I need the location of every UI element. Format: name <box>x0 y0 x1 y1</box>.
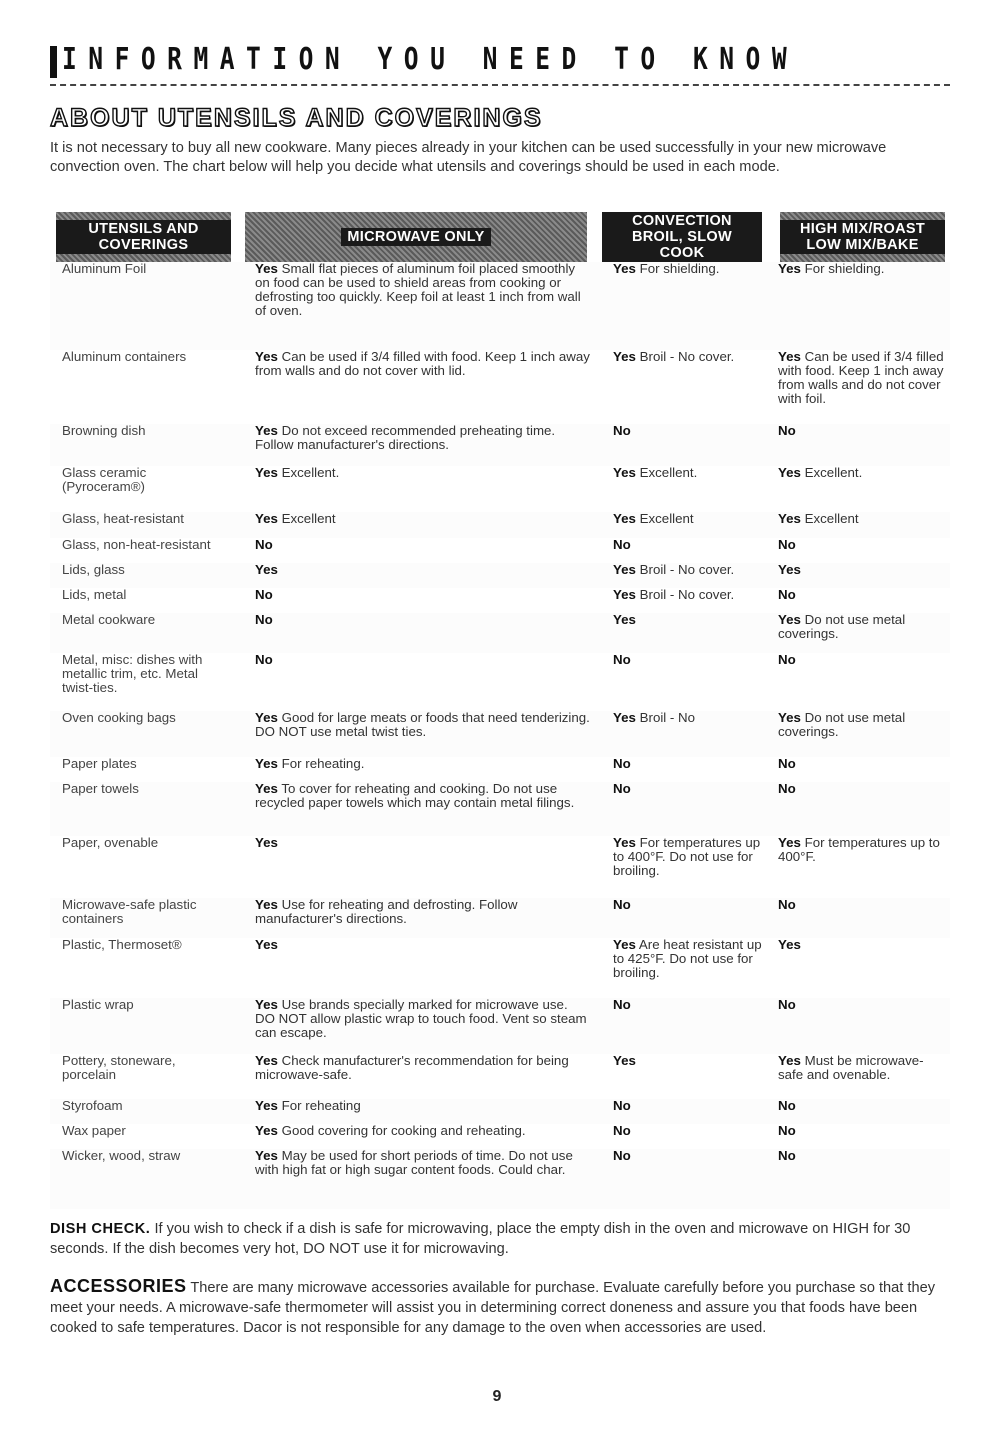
cell-microwave <box>255 538 590 552</box>
table-row <box>50 466 950 512</box>
cell-flag: No <box>255 612 273 627</box>
dish-check-paragraph <box>50 1219 950 1259</box>
cell-note: Do not use metal coverings. <box>778 612 906 641</box>
header-convection <box>602 212 762 262</box>
cell-note: For shielding. <box>639 261 720 276</box>
cell-flag: Yes <box>778 937 801 952</box>
cell-mix <box>778 563 948 577</box>
cell-flag: No <box>613 652 631 667</box>
cell-flag: No <box>778 997 796 1012</box>
cell-item: Plastic wrap <box>62 997 134 1012</box>
table-row <box>50 1124 950 1149</box>
accessories-label: ACCESSORIES <box>50 1276 187 1296</box>
cell-flag: No <box>255 587 273 602</box>
table-row <box>50 1054 950 1099</box>
cell-item: Lids, metal <box>62 587 127 602</box>
cell-flag: Yes <box>613 511 636 526</box>
cell-note: Good covering for cooking and reheating. <box>281 1123 526 1138</box>
table-row <box>50 588 950 613</box>
table-row <box>50 563 950 588</box>
cell-flag: No <box>778 423 796 438</box>
cell-note: Excellent. <box>281 465 340 480</box>
cell-mix <box>778 1099 948 1113</box>
cell-flag: Yes <box>255 937 278 952</box>
cell-microwave <box>255 938 590 952</box>
cell-note: Are heat resistant up to 425°F. Do not use for broiling. <box>613 937 762 980</box>
cell-item: Wicker, wood, straw <box>62 1148 181 1163</box>
cell-item: Browning dish <box>62 423 146 438</box>
cell-note: May be used for short periods of time. Do not use with high fat or high sugar content foods. Could char. <box>255 1148 573 1177</box>
cell-item: Paper towels <box>62 781 139 796</box>
table-row <box>50 424 950 466</box>
cell-convection <box>613 836 768 878</box>
cell-note: Small flat pieces of aluminum foil placed smoothly on food can be used to shield areas from cooking or defrosting too quickly. Keep foil at least 1 inch from wall of oven. <box>255 261 581 318</box>
cell-convection <box>613 350 768 364</box>
cell-flag: Yes <box>778 835 801 850</box>
header-mix <box>780 212 945 262</box>
cell-item: Glass ceramic (Pyroceram®) <box>62 465 147 494</box>
cell-note: Must be microwave-safe and ovenable. <box>778 1053 924 1082</box>
cell-note: Do not use metal coverings. <box>778 710 906 739</box>
cell-flag: No <box>778 781 796 796</box>
cell-convection <box>613 563 768 577</box>
cell-mix <box>778 653 948 667</box>
cell-note: To cover for reheating and cooking. Do not use recycled paper towels which may contain metal filings. <box>255 781 575 810</box>
cell-microwave <box>255 563 590 577</box>
cell-item: Paper, ovenable <box>62 835 159 850</box>
cell-flag: No <box>778 1098 796 1113</box>
cell-note: Can be used if 3/4 filled with food. Keep 1 inch away from walls and do not cover with lid. <box>255 349 590 378</box>
header-utensils-label: UTENSILS AND COVERINGS <box>56 220 231 254</box>
table-row <box>50 836 950 898</box>
cell-item: Metal cookware <box>62 612 156 627</box>
intro-paragraph: It is not necessary to buy all new cookware. Many pieces already in your kitchen can be used successfully in your new microwave convection oven. The chart below will help you decide what utensils and coverings should be used in each mode. <box>50 140 887 175</box>
cell-note: Excellent <box>804 511 859 526</box>
cell-item: Aluminum Foil <box>62 261 147 276</box>
cell-flag: Yes <box>613 465 636 480</box>
table-row <box>50 613 950 653</box>
page-banner <box>50 42 950 94</box>
cell-flag: No <box>613 897 631 912</box>
cell-mix <box>778 538 948 552</box>
table-row <box>50 538 950 563</box>
cell-flag: No <box>255 652 273 667</box>
cell-note: Use for reheating and defrosting. Follow manufacturer's directions. <box>255 897 518 926</box>
cell-convection <box>613 262 768 276</box>
cell-note: Excellent <box>281 511 336 526</box>
cell-item: Wax paper <box>62 1123 126 1138</box>
cell-mix <box>778 1054 948 1082</box>
cell-item: Glass, non-heat-resistant <box>62 537 211 552</box>
table-row <box>50 711 950 757</box>
cell-flag: Yes <box>255 261 278 276</box>
cell-flag: Yes <box>255 1098 278 1113</box>
cell-convection <box>613 938 768 980</box>
cell-flag: Yes <box>255 997 278 1012</box>
cell-mix <box>778 782 948 796</box>
header-utensils <box>56 212 231 262</box>
cell-item: Paper plates <box>62 756 137 771</box>
cell-note: Broil - No <box>639 710 696 725</box>
cell-item: Microwave-safe plastic containers <box>62 897 197 926</box>
cell-flag: No <box>255 537 273 552</box>
page-number: 9 <box>492 1388 502 1405</box>
cell-note: Excellent <box>639 511 694 526</box>
dish-check-label: DISH CHECK. <box>50 1221 151 1237</box>
cell-mix <box>778 262 948 276</box>
cell-flag: No <box>778 652 796 667</box>
cell-convection <box>613 1054 768 1068</box>
cell-flag: Yes <box>255 835 278 850</box>
cell-flag: Yes <box>255 1123 278 1138</box>
banner-rule <box>50 84 950 86</box>
cell-note: Check manufacturer's recommendation for being microwave-safe. <box>255 1053 569 1082</box>
cell-microwave <box>255 424 590 452</box>
cell-flag: Yes <box>255 1148 278 1163</box>
cell-flag: No <box>613 1123 631 1138</box>
cell-mix <box>778 757 948 771</box>
dish-check-text: If you wish to check if a dish is safe for microwaving, place the empty dish in the oven and microwave on HIGH for 30 seconds. If the dish becomes very hot, DO NOT use it for microwaving. <box>50 1221 911 1257</box>
cell-convection <box>613 613 768 627</box>
cell-convection <box>613 538 768 552</box>
cell-flag: No <box>613 423 631 438</box>
header-convection-label: CONVECTION BROIL, SLOW COOK <box>602 212 762 262</box>
cell-note: Broil - No cover. <box>639 587 735 602</box>
header-mix-label: HIGH MIX/ROAST LOW MIX/BAKE <box>780 220 945 254</box>
cell-note: Excellent. <box>639 465 698 480</box>
cell-mix <box>778 512 948 526</box>
cell-mix <box>778 424 948 438</box>
cell-flag: Yes <box>255 423 278 438</box>
cell-mix <box>778 1124 948 1138</box>
table-header <box>50 212 950 262</box>
cell-convection <box>613 512 768 526</box>
cell-flag: No <box>778 897 796 912</box>
cell-microwave <box>255 898 590 926</box>
cell-item: Plastic, Thermoset® <box>62 937 182 952</box>
cell-item: Oven cooking bags <box>62 710 176 725</box>
cell-flag: Yes <box>255 710 278 725</box>
cell-convection <box>613 782 768 796</box>
header-microwave <box>245 212 587 262</box>
cell-mix <box>778 836 948 864</box>
table-row <box>50 350 950 424</box>
cell-flag: Yes <box>613 937 636 952</box>
cell-flag: Yes <box>613 612 636 627</box>
cell-flag: Yes <box>613 1053 636 1068</box>
cell-microwave <box>255 1099 590 1113</box>
cell-flag: No <box>613 997 631 1012</box>
table-row <box>50 757 950 782</box>
cell-convection <box>613 998 768 1012</box>
cell-microwave <box>255 613 590 627</box>
cell-flag: No <box>778 537 796 552</box>
table-row <box>50 1149 950 1209</box>
cell-flag: Yes <box>613 835 636 850</box>
banner-title: INFORMATION YOU NEED TO KNOW <box>62 42 799 77</box>
cell-note: For shielding. <box>804 261 885 276</box>
cell-flag: Yes <box>778 511 801 526</box>
cell-convection <box>613 757 768 771</box>
cell-flag: Yes <box>255 781 278 796</box>
cell-flag: No <box>778 587 796 602</box>
cell-flag: Yes <box>255 465 278 480</box>
cell-flag: Yes <box>613 562 636 577</box>
cell-item: Aluminum containers <box>62 349 187 364</box>
cell-convection <box>613 653 768 667</box>
cell-flag: Yes <box>255 349 278 364</box>
accessories-paragraph <box>50 1276 950 1338</box>
cell-microwave <box>255 836 590 850</box>
cell-flag: No <box>778 756 796 771</box>
cell-flag: Yes <box>778 710 801 725</box>
cell-flag: Yes <box>613 349 636 364</box>
cell-flag: Yes <box>778 562 801 577</box>
cell-mix <box>778 998 948 1012</box>
cell-microwave <box>255 1054 590 1082</box>
cell-flag: Yes <box>613 261 636 276</box>
cell-flag: Yes <box>778 1053 801 1068</box>
cell-flag: Yes <box>255 562 278 577</box>
table-row <box>50 262 950 350</box>
cell-flag: Yes <box>778 261 801 276</box>
cell-note: Use brands specially marked for microwave use. DO NOT allow plastic wrap to touch food. Vent so steam can escape. <box>255 997 587 1040</box>
cell-flag: Yes <box>613 710 636 725</box>
cell-flag: Yes <box>778 349 801 364</box>
cell-note: Can be used if 3/4 filled with food. Keep 1 inch away from walls and do not cover with foil. <box>778 349 944 406</box>
table-row <box>50 998 950 1054</box>
cell-microwave <box>255 512 590 526</box>
cell-microwave <box>255 1124 590 1138</box>
table-row <box>50 938 950 998</box>
cell-note: For temperatures up to 400°F. <box>778 835 940 864</box>
cell-item: Metal, misc: dishes with metallic trim, etc. Metal twist-ties. <box>62 652 203 695</box>
table-row <box>50 782 950 836</box>
cell-note: Broil - No cover. <box>639 349 735 364</box>
utensils-table <box>50 212 950 1209</box>
header-microwave-label: MICROWAVE ONLY <box>341 228 490 246</box>
cell-flag: Yes <box>613 587 636 602</box>
banner-bar <box>50 46 57 78</box>
cell-flag: Yes <box>255 897 278 912</box>
cell-microwave <box>255 998 590 1040</box>
cell-flag: Yes <box>255 756 278 771</box>
cell-convection <box>613 466 768 480</box>
cell-note: Do not exceed recommended preheating time. Follow manufacturer's directions. <box>255 423 556 452</box>
cell-flag: No <box>613 781 631 796</box>
cell-item: Styrofoam <box>62 1098 123 1113</box>
cell-mix <box>778 588 948 602</box>
table-row <box>50 898 950 938</box>
cell-item: Glass, heat-resistant <box>62 511 184 526</box>
cell-microwave <box>255 350 590 378</box>
cell-convection <box>613 1099 768 1113</box>
table-row <box>50 653 950 711</box>
cell-note: Excellent. <box>804 465 863 480</box>
cell-flag: Yes <box>778 465 801 480</box>
cell-microwave <box>255 262 590 318</box>
cell-convection <box>613 424 768 438</box>
table-row <box>50 512 950 538</box>
cell-mix <box>778 711 948 739</box>
cell-flag: No <box>778 1148 796 1163</box>
cell-convection <box>613 1149 768 1163</box>
cell-item: Pottery, stoneware, porcelain <box>62 1053 176 1082</box>
table-body <box>50 262 950 1209</box>
cell-mix <box>778 613 948 641</box>
accessories-text: There are many microwave accessories available for purchase. Evaluate carefully before you purchase so that they meet your needs. A microwave-safe thermometer will assist you in determining correct doneness and assure you that foods have been cooked to safe temperatures. Dacor is not responsible for any damage to the oven when accessories are used. <box>50 1280 935 1336</box>
cell-mix <box>778 898 948 912</box>
cell-mix <box>778 1149 948 1163</box>
cell-microwave <box>255 588 590 602</box>
cell-microwave <box>255 757 590 771</box>
cell-note: For reheating. <box>281 756 365 771</box>
cell-note: For reheating <box>281 1098 361 1113</box>
cell-convection <box>613 711 768 725</box>
cell-flag: Yes <box>255 1053 278 1068</box>
cell-flag: No <box>613 537 631 552</box>
section-title: ABOUT UTENSILS AND COVERINGS <box>50 104 543 132</box>
cell-note: For temperatures up to 400°F. Do not use for broiling. <box>613 835 761 878</box>
table-row <box>50 1099 950 1124</box>
cell-microwave <box>255 711 590 739</box>
cell-microwave <box>255 782 590 810</box>
cell-mix <box>778 350 948 406</box>
cell-convection <box>613 898 768 912</box>
cell-flag: No <box>613 1098 631 1113</box>
cell-item: Lids, glass <box>62 562 125 577</box>
cell-convection <box>613 1124 768 1138</box>
cell-flag: No <box>613 756 631 771</box>
cell-microwave <box>255 653 590 667</box>
cell-flag: No <box>778 1123 796 1138</box>
cell-flag: No <box>613 1148 631 1163</box>
cell-mix <box>778 938 948 952</box>
cell-microwave <box>255 466 590 480</box>
cell-flag: Yes <box>255 511 278 526</box>
cell-flag: Yes <box>778 612 801 627</box>
cell-note: Broil - No cover. <box>639 562 735 577</box>
cell-microwave <box>255 1149 590 1177</box>
cell-mix <box>778 466 948 480</box>
cell-convection <box>613 588 768 602</box>
cell-note: Good for large meats or foods that need tenderizing. DO NOT use metal twist ties. <box>255 710 590 739</box>
